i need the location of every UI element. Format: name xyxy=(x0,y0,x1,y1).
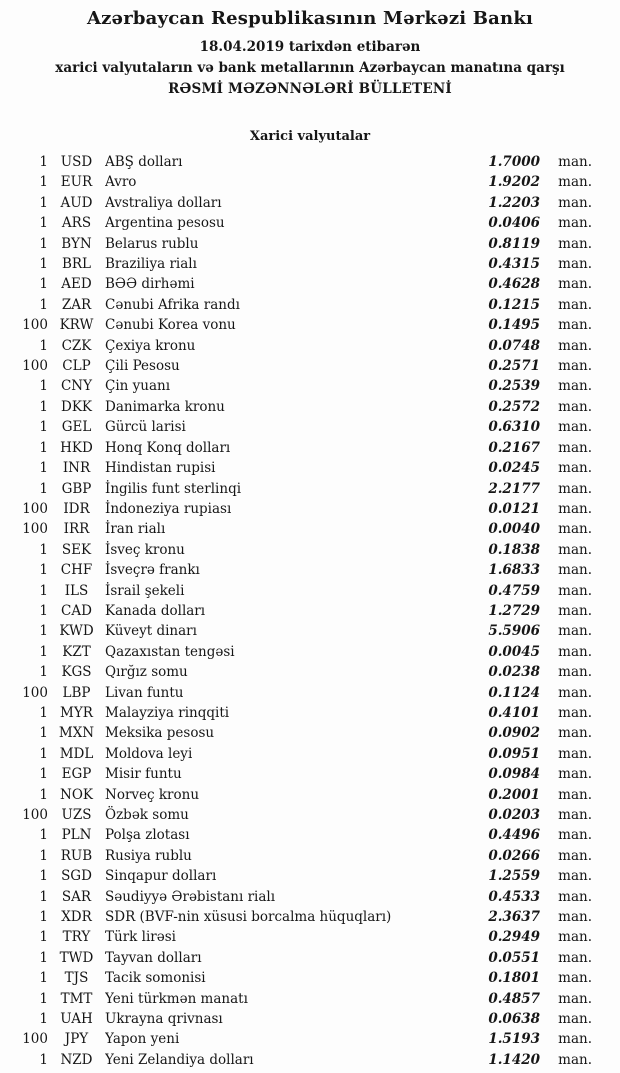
currency-name: Misir funtu xyxy=(105,766,182,783)
currency-rate: 0.0638 xyxy=(488,1011,540,1028)
currency-rate: 0.4857 xyxy=(488,990,540,1007)
currency-name: Danimarka kronu xyxy=(105,398,225,415)
table-row xyxy=(0,948,620,968)
currency-unit: man. xyxy=(558,847,592,864)
table-row xyxy=(0,601,620,621)
table-row xyxy=(0,846,620,866)
currency-rate: 0.1801 xyxy=(488,970,540,987)
currency-unit: man. xyxy=(558,807,592,823)
currency-quantity: 1 xyxy=(39,194,48,211)
currency-name: İsveçrə frankı xyxy=(105,562,200,579)
rates-table xyxy=(0,152,620,1070)
currency-unit: man. xyxy=(558,378,592,395)
currency-unit: man. xyxy=(558,745,592,762)
table-row xyxy=(0,1050,620,1070)
currency-name: Çexiya kronu xyxy=(105,337,196,354)
currency-unit: man. xyxy=(558,296,592,313)
currency-unit: man. xyxy=(558,541,592,558)
currency-unit: man. xyxy=(558,154,592,170)
currency-unit: man. xyxy=(558,684,592,701)
currency-code: TJS xyxy=(64,970,89,987)
currency-unit: man. xyxy=(558,317,592,334)
currency-unit: man. xyxy=(558,970,592,987)
currency-code: RUB xyxy=(60,847,93,864)
currency-quantity: 1 xyxy=(39,664,48,681)
currency-rate: 0.1215 xyxy=(488,296,540,313)
currency-quantity: 1 xyxy=(39,154,48,170)
table-row xyxy=(0,968,620,988)
currency-rate: 1.1420 xyxy=(488,1051,540,1068)
currency-code: MYR xyxy=(60,704,93,721)
currency-name: Kanada dolları xyxy=(105,602,206,619)
currency-quantity: 100 xyxy=(22,1031,48,1048)
currency-unit: man. xyxy=(558,521,592,538)
currency-code: INR xyxy=(62,460,91,477)
table-row xyxy=(0,887,620,907)
currency-unit: man. xyxy=(558,235,592,252)
currency-unit: man. xyxy=(558,990,592,1007)
table-row xyxy=(0,785,620,805)
table-row xyxy=(0,397,620,417)
currency-rate: 0.2167 xyxy=(488,439,540,456)
currency-name: Yeni Zelandiya dolları xyxy=(105,1051,254,1068)
table-row xyxy=(0,254,620,274)
currency-quantity: 1 xyxy=(39,1011,48,1028)
bulletin-title: RƏSMİ MƏZƏNNƏLƏRİ BÜLLETENİ xyxy=(168,81,452,97)
currency-code: CHF xyxy=(60,562,93,579)
currency-rate: 1.6833 xyxy=(488,562,540,579)
currency-name: Meksika pesosu xyxy=(105,725,215,742)
currency-unit: man. xyxy=(558,623,592,640)
currency-quantity: 1 xyxy=(39,766,48,783)
table-row xyxy=(0,234,620,254)
table-row xyxy=(0,989,620,1009)
bank-name-title: Azərbaycan Respublikasının Mərkəzi Bankı xyxy=(86,8,534,29)
currency-name: Özbək somu xyxy=(105,807,189,823)
currency-code: MDL xyxy=(59,745,94,762)
currency-code: NOK xyxy=(60,786,93,803)
currency-unit: man. xyxy=(558,215,592,232)
currency-rate: 0.2949 xyxy=(488,929,540,946)
currency-code: BRL xyxy=(61,256,92,273)
currency-unit: man. xyxy=(558,460,592,477)
currency-quantity: 1 xyxy=(39,888,48,905)
currency-rate: 0.4315 xyxy=(488,256,540,273)
currency-unit: man. xyxy=(558,909,592,926)
currency-quantity: 1 xyxy=(39,378,48,395)
currency-name: İngilis funt sterlinqi xyxy=(105,480,242,497)
table-row xyxy=(0,336,620,356)
table-row xyxy=(0,825,620,845)
currency-quantity: 1 xyxy=(39,215,48,232)
currency-quantity: 1 xyxy=(39,704,48,721)
table-row xyxy=(0,560,620,580)
table-row xyxy=(0,458,620,478)
currency-code: UAH xyxy=(60,1011,93,1028)
currency-quantity: 1 xyxy=(39,439,48,456)
currency-name: Livan funtu xyxy=(105,684,184,701)
currency-rate: 0.0121 xyxy=(488,500,540,517)
currency-name: İsrail şekeli xyxy=(105,582,185,599)
currency-quantity: 1 xyxy=(39,480,48,497)
currency-name: Hindistan rupisi xyxy=(105,460,216,477)
currency-name: Türk lirəsi xyxy=(105,929,176,946)
currency-unit: man. xyxy=(558,1011,592,1028)
currency-code: AED xyxy=(61,276,92,293)
currency-unit: man. xyxy=(558,194,592,211)
currency-name: Argentina pesosu xyxy=(105,215,225,232)
currency-code: SEK xyxy=(61,541,92,558)
currency-rate: 0.4101 xyxy=(488,704,540,721)
currency-quantity: 1 xyxy=(39,235,48,252)
currency-quantity: 1 xyxy=(39,174,48,191)
currency-code: EGP xyxy=(61,766,92,783)
currency-code: JPY xyxy=(64,1031,89,1048)
currency-rate: 0.4628 xyxy=(488,276,540,293)
currency-rate: 1.2203 xyxy=(488,194,540,211)
currency-code: XDR xyxy=(61,909,92,926)
currency-code: ZAR xyxy=(61,296,92,313)
table-row xyxy=(0,193,620,213)
currency-name: Səudiyyə Ərəbistanı rialı xyxy=(105,888,276,905)
currency-code: TWD xyxy=(59,949,94,966)
currency-quantity: 1 xyxy=(39,582,48,599)
currency-name: Cənubi Korea vonu xyxy=(105,317,236,334)
table-row xyxy=(0,1029,620,1049)
currency-code: LBP xyxy=(62,684,91,701)
currency-quantity: 1 xyxy=(39,868,48,885)
currency-quantity: 1 xyxy=(39,296,48,313)
section-title-foreign-currencies: Xarici valyutalar xyxy=(249,129,371,144)
currency-name: Sinqapur dolları xyxy=(105,868,217,885)
currency-quantity: 1 xyxy=(39,460,48,477)
currency-rate: 0.0040 xyxy=(488,521,540,538)
currency-code: PLN xyxy=(61,827,92,844)
table-row xyxy=(0,764,620,784)
currency-unit: man. xyxy=(558,929,592,946)
currency-rate: 0.0203 xyxy=(488,807,540,823)
currency-quantity: 1 xyxy=(39,623,48,640)
table-row xyxy=(0,662,620,682)
currency-rate: 1.9202 xyxy=(488,174,540,191)
currency-name: Tayvan dolları xyxy=(105,949,202,966)
currency-rate: 0.0238 xyxy=(488,664,540,681)
currency-code: CZK xyxy=(61,337,92,354)
currency-rate: 0.0266 xyxy=(488,847,540,864)
currency-rate: 0.0902 xyxy=(488,725,540,742)
currency-unit: man. xyxy=(558,582,592,599)
currency-code: EUR xyxy=(60,174,93,191)
currency-unit: man. xyxy=(558,664,592,681)
currency-name: İran rialı xyxy=(105,521,166,538)
currency-rate: 0.0748 xyxy=(488,337,540,354)
currency-name: Braziliya rialı xyxy=(105,256,197,273)
currency-quantity: 100 xyxy=(22,500,48,517)
currency-quantity: 1 xyxy=(39,786,48,803)
table-row xyxy=(0,172,620,192)
table-row xyxy=(0,805,620,825)
currency-unit: man. xyxy=(558,949,592,966)
currency-unit: man. xyxy=(558,704,592,721)
table-row xyxy=(0,499,620,519)
table-row xyxy=(0,274,620,294)
currency-code: KWD xyxy=(59,623,94,640)
table-row xyxy=(0,683,620,703)
currency-quantity: 1 xyxy=(39,256,48,273)
currency-name: Tacik somonisi xyxy=(105,970,206,987)
currency-rate: 0.0245 xyxy=(488,460,540,477)
currency-code: BYN xyxy=(61,235,92,252)
currency-unit: man. xyxy=(558,602,592,619)
currency-rate: 0.1838 xyxy=(488,541,540,558)
currency-rate: 1.5193 xyxy=(488,1031,540,1048)
table-row xyxy=(0,744,620,764)
currency-name: Avro xyxy=(105,174,137,191)
currency-unit: man. xyxy=(558,500,592,517)
table-row xyxy=(0,295,620,315)
currency-code: CAD xyxy=(61,602,92,619)
currency-name: Rusiya rublu xyxy=(105,847,192,864)
currency-name: Yeni türkmən manatı xyxy=(105,990,248,1007)
table-row xyxy=(0,927,620,947)
currency-code: IRR xyxy=(63,521,90,538)
currency-unit: man. xyxy=(558,256,592,273)
currency-name: Yapon yeni xyxy=(105,1031,180,1048)
table-row xyxy=(0,703,620,723)
currency-name: SDR (BVF-nin xüsusi borcalma hüquqları) xyxy=(105,909,392,926)
currency-code: KRW xyxy=(59,317,94,334)
table-row xyxy=(0,866,620,886)
table-row xyxy=(0,213,620,233)
currency-quantity: 100 xyxy=(22,317,48,334)
table-row xyxy=(0,479,620,499)
currency-quantity: 1 xyxy=(39,847,48,864)
currency-name: Moldova leyi xyxy=(105,745,193,762)
currency-quantity: 1 xyxy=(39,602,48,619)
currency-name: İsveç kronu xyxy=(105,541,185,558)
currency-quantity: 100 xyxy=(22,807,48,823)
currency-code: USD xyxy=(60,154,93,170)
currency-name: ABŞ dolları xyxy=(105,154,183,170)
currency-code: AUD xyxy=(60,194,93,211)
table-row xyxy=(0,438,620,458)
currency-quantity: 1 xyxy=(39,643,48,660)
currency-rate: 1.2729 xyxy=(488,602,540,619)
currency-unit: man. xyxy=(558,643,592,660)
currency-rate: 0.1124 xyxy=(488,684,540,701)
currency-rate: 0.2539 xyxy=(488,378,540,395)
currency-name: Norveç kronu xyxy=(105,786,200,803)
currency-unit: man. xyxy=(558,480,592,497)
currency-quantity: 100 xyxy=(22,358,48,375)
currency-quantity: 1 xyxy=(39,909,48,926)
currency-code: KGS xyxy=(61,664,92,681)
currency-rate: 0.4496 xyxy=(488,827,540,844)
currency-name: Çin yuanı xyxy=(105,378,171,395)
currency-code: IDR xyxy=(63,500,90,517)
table-row xyxy=(0,417,620,437)
currency-name: Cənubi Afrika randı xyxy=(105,296,240,313)
table-row xyxy=(0,723,620,743)
currency-unit: man. xyxy=(558,766,592,783)
currency-name: Qırğız somu xyxy=(105,664,188,681)
currency-name: Malayziya rinqqiti xyxy=(105,704,230,721)
currency-rate: 2.3637 xyxy=(488,909,540,926)
subject-line: xarici valyutaların və bank metallarının Azərbaycan manatına qarşı xyxy=(55,60,565,76)
currency-unit: man. xyxy=(558,562,592,579)
currency-quantity: 100 xyxy=(22,521,48,538)
currency-quantity: 1 xyxy=(39,337,48,354)
currency-code: GEL xyxy=(61,419,92,436)
table-row xyxy=(0,519,620,539)
currency-rate: 0.4533 xyxy=(488,888,540,905)
currency-rate: 0.4759 xyxy=(488,582,540,599)
currency-quantity: 1 xyxy=(39,970,48,987)
currency-code: TRY xyxy=(62,929,91,946)
currency-unit: man. xyxy=(558,888,592,905)
currency-rate: 0.0406 xyxy=(488,215,540,232)
currency-unit: man. xyxy=(558,725,592,742)
currency-unit: man. xyxy=(558,174,592,191)
currency-rate: 2.2177 xyxy=(488,480,540,497)
currency-unit: man. xyxy=(558,337,592,354)
currency-name: Ukrayna qrivnası xyxy=(105,1011,223,1028)
table-row xyxy=(0,540,620,560)
currency-quantity: 1 xyxy=(39,949,48,966)
currency-name: Honq Konq dolları xyxy=(105,439,231,456)
currency-quantity: 1 xyxy=(39,725,48,742)
table-row xyxy=(0,581,620,601)
currency-quantity: 1 xyxy=(39,276,48,293)
currency-rate: 0.2572 xyxy=(488,398,540,415)
bulletin-header xyxy=(0,0,620,97)
currency-quantity: 100 xyxy=(22,684,48,701)
currency-rate: 0.1495 xyxy=(488,317,540,334)
currency-unit: man. xyxy=(558,398,592,415)
currency-unit: man. xyxy=(558,827,592,844)
currency-rate: 0.2001 xyxy=(488,786,540,803)
currency-rate: 0.0551 xyxy=(488,949,540,966)
currency-name: Qazaxıstan tengəsi xyxy=(105,643,235,660)
currency-name: Belarus rublu xyxy=(105,235,199,252)
currency-code: TMT xyxy=(60,990,93,1007)
currency-rate: 0.6310 xyxy=(488,419,540,436)
currency-quantity: 1 xyxy=(39,745,48,762)
table-row xyxy=(0,621,620,641)
table-row xyxy=(0,376,620,396)
currency-unit: man. xyxy=(558,868,592,885)
currency-code: CNY xyxy=(60,378,93,395)
currency-code: ARS xyxy=(61,215,92,232)
currency-rate: 5.5906 xyxy=(488,623,540,640)
currency-unit: man. xyxy=(558,786,592,803)
currency-unit: man. xyxy=(558,358,592,375)
table-row xyxy=(0,315,620,335)
currency-name: Gürcü larisi xyxy=(105,419,186,436)
currency-name: BƏƏ dirhəmi xyxy=(105,276,195,293)
currency-unit: man. xyxy=(558,439,592,456)
currency-code: SGD xyxy=(61,868,92,885)
effective-date-line: 18.04.2019 tarixdən etibarən xyxy=(199,39,421,55)
currency-quantity: 1 xyxy=(39,1051,48,1068)
currency-rate: 0.2571 xyxy=(488,358,540,375)
currency-code: DKK xyxy=(61,398,92,415)
currency-code: CLP xyxy=(62,358,91,375)
currency-name: İndoneziya rupiası xyxy=(105,500,232,517)
currency-code: GBP xyxy=(61,480,92,497)
currency-code: UZS xyxy=(61,807,92,823)
currency-quantity: 1 xyxy=(39,827,48,844)
currency-code: ILS xyxy=(64,582,89,599)
currency-code: HKD xyxy=(60,439,93,456)
currency-name: Çili Pesosu xyxy=(105,358,180,375)
table-row xyxy=(0,907,620,927)
currency-unit: man. xyxy=(558,276,592,293)
currency-code: NZD xyxy=(60,1051,93,1068)
currency-unit: man. xyxy=(558,419,592,436)
currency-unit: man. xyxy=(558,1031,592,1048)
currency-rate: 0.8119 xyxy=(488,235,540,252)
currency-quantity: 1 xyxy=(39,562,48,579)
table-row xyxy=(0,1009,620,1029)
currency-quantity: 1 xyxy=(39,929,48,946)
table-row xyxy=(0,356,620,376)
currency-rate: 1.7000 xyxy=(488,154,540,170)
currency-code: MXN xyxy=(58,725,95,742)
currency-quantity: 1 xyxy=(39,398,48,415)
currency-rate: 0.0984 xyxy=(488,766,540,783)
table-row xyxy=(0,642,620,662)
currency-rate: 0.0045 xyxy=(488,643,540,660)
currency-rate: 0.0951 xyxy=(488,745,540,762)
currency-name: Avstraliya dolları xyxy=(105,194,222,211)
currency-name: Küveyt dinarı xyxy=(105,623,197,640)
currency-quantity: 1 xyxy=(39,419,48,436)
currency-name: Polşa zlotası xyxy=(105,827,190,844)
currency-quantity: 1 xyxy=(39,990,48,1007)
currency-code: KZT xyxy=(62,643,91,660)
currency-rate: 1.2559 xyxy=(488,868,540,885)
currency-quantity: 1 xyxy=(39,541,48,558)
currency-unit: man. xyxy=(558,1051,592,1068)
currency-code: SAR xyxy=(61,888,92,905)
table-row xyxy=(0,152,620,172)
